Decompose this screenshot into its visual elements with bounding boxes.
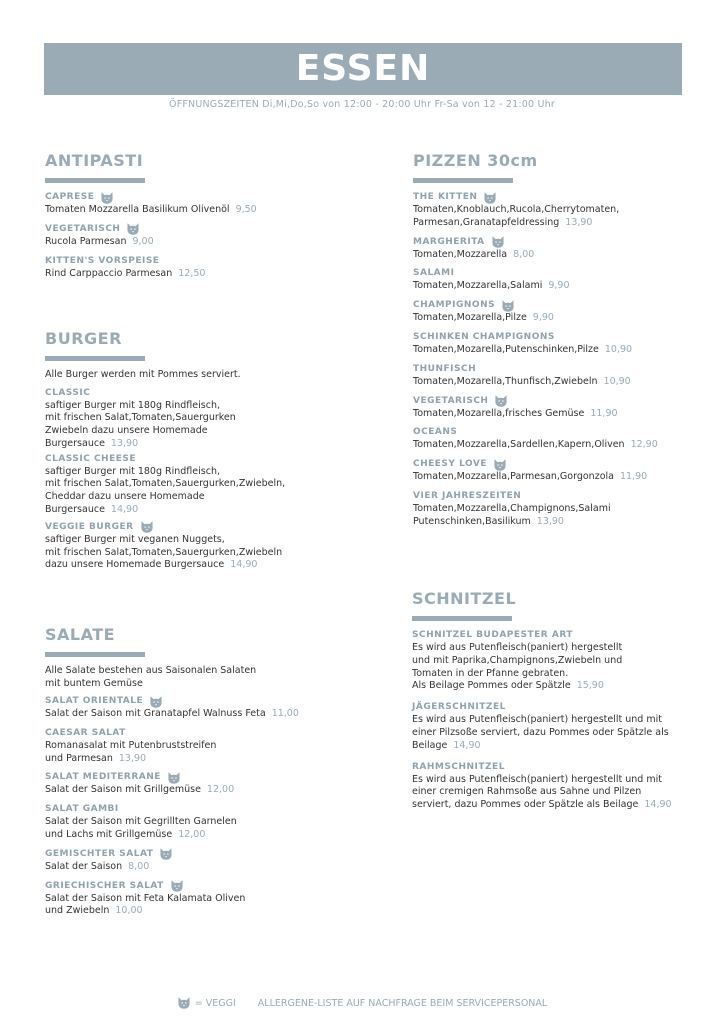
section-title: SALATE — [45, 625, 116, 644]
item-price: 14,90 — [453, 739, 481, 751]
menu-item — [413, 458, 713, 484]
item-name: SALAT GAMBI — [45, 804, 119, 815]
item-name: JÄGERSCHNITZEL — [412, 702, 506, 713]
section-divider — [413, 178, 513, 183]
menu-item — [45, 453, 375, 517]
cat-veggi-icon — [167, 771, 181, 785]
section-title: SCHNITZEL — [412, 589, 517, 608]
item-price: 10,00 — [115, 905, 143, 917]
item-description: Rucola Parmesan — [45, 235, 127, 247]
menu-item — [412, 761, 717, 812]
menu-item — [413, 236, 713, 262]
item-description: Romanasalat mit Putenbruststreifen und Parmesan — [45, 739, 217, 764]
menu-item — [412, 629, 717, 693]
cat-veggi-icon — [483, 191, 497, 205]
menu-item — [45, 880, 375, 919]
item-description: saftiger Burger mit 180g Rindfleisch, mit frischen Salat,Tomaten,Sauergurken Zwiebeln dazu unsere Homemade Burgersauce — [45, 399, 236, 449]
menu-item — [45, 848, 375, 874]
section-title: PIZZEN 30cm — [413, 151, 538, 170]
section-pizzen — [413, 150, 713, 535]
item-name: VEGETARISCH — [45, 223, 121, 234]
item-price: 12,50 — [178, 267, 206, 279]
item-description: Salat der Saison mit Granatapfel Walnuss Feta — [45, 708, 266, 719]
item-price: 10,90 — [604, 343, 633, 355]
menu-item — [413, 395, 713, 421]
section-divider — [45, 178, 145, 183]
item-description: Salat der Saison mit Feta Kalamata Oliven und Zwiebeln — [45, 892, 246, 917]
section-note: Alle Salate bestehen aus Saisonalen Salaten mit buntem Gemüse — [45, 665, 257, 689]
item-name: CHEESY LOVE — [413, 459, 488, 470]
item-name: GEMISCHTER SALAT — [45, 848, 154, 859]
item-description: Tomaten,Mozarella,Putenschinken,Pilze — [413, 343, 599, 355]
menu-item — [45, 803, 375, 842]
item-price: 13,90 — [110, 437, 139, 449]
cat-veggi-icon — [159, 847, 173, 861]
item-name: SCHINKEN CHAMPIGNONS — [413, 331, 555, 342]
item-name: OCEANS — [413, 427, 458, 438]
cat-veggi-icon — [493, 458, 507, 472]
item-description: Tomaten,Knoblauch,Rucola,Cherrytomaten, Parmesan,Granatapfeldressing — [413, 204, 620, 228]
menu-item — [413, 331, 713, 357]
item-description: Salat der Saison mit Gegrillten Garnelen und Lachs mit Grillgemüse — [45, 816, 237, 840]
veggi-legend: = VEGGI — [194, 997, 236, 1009]
item-price: 11,00 — [271, 708, 299, 719]
menu-item — [45, 191, 375, 217]
item-name: THE KITTEN — [413, 192, 478, 202]
item-description: Es wird aus Putenfleisch(paniert) hergestellt und mit einer cremigen Rahmsoße aus Sahne und Pilzen serviert, dazu Pommes oder Spätzle als Beilage — [412, 773, 662, 811]
item-name: CLASSIC CHEESE — [45, 453, 137, 464]
cat-veggi-icon — [170, 879, 184, 893]
item-description: Es wird aus Putenfleisch(paniert) hergestellt und mit Paprika,Champignons,Zwiebeln und Tomaten in der Pfanne gebraten. Als Beilage Pommes oder Spätzle — [412, 642, 623, 692]
footer — [0, 996, 724, 1010]
page-title-banner — [44, 43, 682, 95]
item-price: 11,90 — [619, 471, 648, 483]
item-name: CHAMPIGNONS — [413, 300, 496, 311]
item-name: GRIECHISCHER SALAT — [45, 880, 164, 891]
item-price: 12,90 — [630, 439, 658, 451]
section-antipasti — [45, 150, 375, 286]
menu-item — [45, 255, 375, 281]
menu-item — [413, 363, 713, 389]
cat-veggi-icon — [100, 191, 114, 205]
item-price: 9,90 — [532, 312, 554, 324]
item-description: Tomaten,Mozarella,Pilze — [413, 312, 527, 324]
menu-item — [45, 695, 375, 721]
menu-item — [413, 299, 713, 325]
item-price: 12,00 — [178, 828, 206, 840]
item-price: 13,90 — [118, 752, 147, 764]
item-price: 11,90 — [590, 407, 618, 419]
section-divider — [412, 616, 512, 621]
item-name: VEGGIE BURGER — [45, 521, 134, 532]
page-title: ESSEN — [295, 48, 431, 89]
item-price: 10,90 — [603, 375, 631, 387]
menu-item — [413, 426, 713, 452]
item-name: SCHNITZEL BUDAPESTER ART — [412, 630, 573, 640]
menu-item — [45, 727, 375, 766]
item-name: SALAMI — [413, 268, 455, 279]
menu-item — [413, 490, 713, 529]
cat-veggi-icon — [494, 394, 508, 408]
item-description: Tomaten Mozzarella Basilikum Olivenöl — [45, 204, 230, 215]
item-price: 14,90 — [230, 559, 258, 571]
item-price: 8,00 — [128, 860, 150, 872]
menu-item — [45, 223, 375, 249]
section-schnitzel — [412, 588, 717, 818]
cat-veggi-icon — [126, 222, 140, 236]
item-description: Es wird aus Putenfleisch(paniert) hergestellt und mit einer Pilzsoße serviert, dazu Pommes oder Spätzle als Beilage — [412, 714, 669, 751]
section-note: Alle Burger werden mit Pommes serviert. — [45, 369, 241, 380]
cat-veggi-icon — [140, 520, 154, 534]
item-name: VEGETARISCH — [413, 395, 489, 406]
item-name: CAESAR SALAT — [45, 727, 126, 738]
item-price: 9,90 — [548, 280, 570, 292]
item-price: 9,00 — [132, 235, 154, 247]
item-description: Tomaten,Mozarella,frisches Gemüse — [413, 407, 585, 419]
menu-item — [45, 387, 375, 451]
cat-veggi-icon — [149, 695, 163, 709]
item-description: Tomaten,Mozzarella,Parmesan,Gorgonzola — [413, 471, 614, 483]
cat-veggi-icon — [501, 299, 515, 313]
item-description: Tomaten,Mozzarella — [413, 248, 508, 260]
item-description: saftiger Burger mit 180g Rindfleisch, mit frischen Salat,Tomaten,Sauergurken,Zwiebeln, Cheddar dazu unsere Homemade Burgersauce — [45, 465, 286, 516]
item-description: Tomaten,Mozzarella,Sardellen,Kapern,Oliven — [413, 439, 625, 451]
item-price: 9,50 — [235, 204, 257, 215]
item-price: 13,90 — [565, 216, 593, 228]
item-name: CAPRESE — [45, 192, 95, 202]
menu-item — [45, 521, 375, 572]
cat-veggi-icon — [177, 996, 191, 1010]
item-name: RAHMSCHNITZEL — [412, 761, 505, 772]
section-burger — [45, 328, 375, 578]
item-price: 8,00 — [513, 248, 535, 260]
section-title: ANTIPASTI — [45, 151, 144, 170]
menu-item — [412, 701, 717, 752]
item-description: Rind Carppaccio Parmesan — [45, 267, 173, 279]
opening-hours: ÖFFNUNGSZEITEN Di,Mi,Do,So von 12:00 - 20:00 Uhr Fr-Sa von 12 - 21:00 Uhr — [169, 99, 555, 110]
section-divider — [45, 652, 145, 657]
item-name: SALAT ORIENTALE — [45, 696, 144, 706]
item-price: 12,00 — [206, 784, 235, 796]
item-price: 14,90 — [644, 799, 672, 811]
item-price: 14,90 — [110, 504, 139, 516]
item-price: 15,90 — [576, 680, 604, 692]
item-name: VIER JAHRESZEITEN — [413, 490, 522, 501]
item-description: Tomaten,Mozzarella,Salami — [413, 280, 543, 292]
item-description: Salat der Saison mit Grillgemüse — [45, 784, 201, 796]
item-name: THUNFISCH — [413, 363, 477, 374]
item-name: KITTEN'S VORSPEISE — [45, 255, 160, 266]
item-description: Tomaten,Mozzarella,Champignons,Salami Putenschinken,Basilikum — [413, 502, 611, 527]
menu-item — [413, 267, 713, 293]
menu-item — [45, 771, 375, 797]
section-title: BURGER — [45, 329, 122, 348]
section-divider — [45, 356, 145, 361]
item-name: SALAT MEDITERRANE — [45, 772, 161, 783]
menu-item — [413, 191, 713, 230]
item-description: Salat der Saison — [45, 860, 123, 872]
section-salate — [45, 624, 375, 924]
item-name: CLASSIC — [45, 387, 91, 398]
cat-veggi-icon — [491, 235, 505, 249]
item-description: saftiger Burger mit veganen Nuggets, mit frischen Salat,Tomaten,Sauergurken,Zwiebeln dazu unsere Homemade Burgersauce — [45, 533, 283, 571]
allergen-note: ALLERGENE-LISTE AUF NACHFRAGE BEIM SERVICEPERSONAL — [257, 997, 548, 1009]
item-name: MARGHERITA — [413, 236, 485, 247]
item-description: Tomaten,Mozarella,Thunfisch,Zwiebeln — [413, 375, 598, 387]
item-price: 13,90 — [536, 515, 564, 527]
